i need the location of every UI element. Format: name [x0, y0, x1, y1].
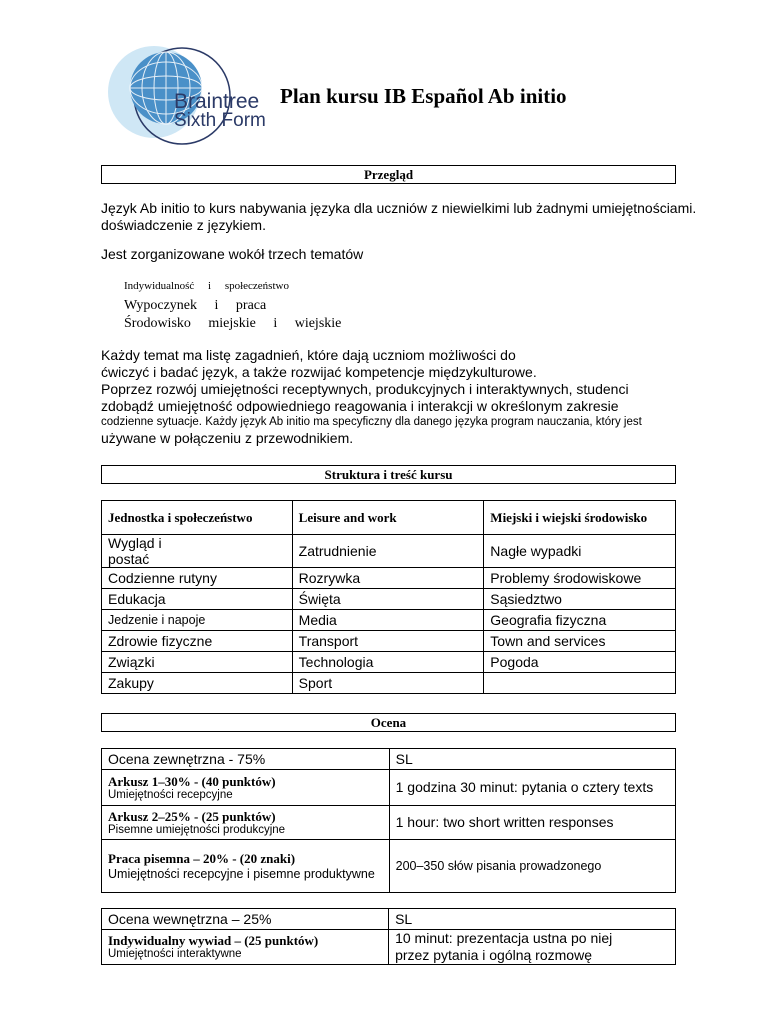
internal-assessment-table: [101, 908, 676, 965]
table-row: [102, 770, 676, 806]
svg-text:Sixth Form: Sixth Form: [174, 110, 266, 131]
table-row: [102, 673, 676, 694]
column-header: Leisure and work: [292, 501, 484, 535]
table-cell: Transport: [292, 631, 484, 652]
table-cell: Wygląd i postać: [102, 535, 293, 568]
table-row: [102, 631, 676, 652]
table-row: [102, 535, 676, 568]
table-row: [102, 652, 676, 673]
column-header: Miejski i wiejski środowisko: [484, 501, 676, 535]
table-cell: Sąsiedztwo: [484, 589, 676, 610]
paper-cell: Indywidualny wywiad – (25 punktów) Umiejętności interaktywne: [102, 930, 389, 965]
theme-item: Wypoczynek i praca: [124, 298, 267, 313]
themes-list: [124, 279, 341, 332]
paper-description: 1 hour: two short written responses: [389, 806, 675, 840]
paper-description: 1 godzina 30 minut: pytania o cztery texts: [389, 770, 675, 806]
paper-cell: Praca pisemna – 20% - (20 znaki) Umiejętności recepcyjne i pisemne produktywne: [102, 840, 390, 893]
paper-description: 200–350 słów pisania prowadzonego: [389, 840, 675, 893]
table-cell: Pogoda: [484, 652, 676, 673]
overview-paragraph-2: Jest zorganizowane wokół trzech tematów: [101, 246, 364, 262]
table-row: [102, 568, 676, 589]
paper-cell: Arkusz 2–25% - (25 punktów) Pisemne umiejętności produkcyjne: [102, 806, 390, 840]
table-cell: Zakupy: [102, 673, 293, 694]
table-cell: Rozrywka: [292, 568, 484, 589]
table-cell: Media: [292, 610, 484, 631]
column-header: Jednostka i społeczeństwo: [102, 501, 293, 535]
assessment-level: SL: [389, 749, 675, 770]
table-header-row: [102, 909, 676, 930]
table-cell: Technologia: [292, 652, 484, 673]
table-cell: Problemy środowiskowe: [484, 568, 676, 589]
assessment-type: Ocena zewnętrzna - 75%: [102, 749, 390, 770]
assessment-level: SL: [389, 909, 676, 930]
table-cell: Codzienne rutyny: [102, 568, 293, 589]
table-cell: Zdrowie fizyczne: [102, 631, 293, 652]
table-row: [102, 806, 676, 840]
overview-paragraph-1: Język Ab initio to kurs nabywania języka dla uczniów z niewielkimi lub żadnymi umiejętnościami. doświadczenie z językiem.: [101, 200, 697, 233]
paper-cell: Arkusz 1–30% - (40 punktów) Umiejętności recepcyjne: [102, 770, 390, 806]
course-structure-table: [101, 500, 676, 694]
table-row: [102, 610, 676, 631]
table-cell: Geografia fizyczna: [484, 610, 676, 631]
theme-item: Indywidualność i społeczeństwo: [124, 280, 289, 292]
external-assessment-table: [101, 748, 676, 893]
table-cell: Sport: [292, 673, 484, 694]
assessment-type: Ocena wewnętrzna – 25%: [102, 909, 389, 930]
table-cell: Edukacja: [102, 589, 293, 610]
table-header-row: [102, 501, 676, 535]
section-header-assessment: Ocena: [101, 713, 676, 732]
table-cell: Nagłe wypadki: [484, 535, 676, 568]
section-header-structure: Struktura i treść kursu: [101, 465, 676, 484]
table-cell: [484, 673, 676, 694]
table-row: [102, 589, 676, 610]
braintree-logo: [104, 40, 266, 152]
table-cell: Zatrudnienie: [292, 535, 484, 568]
svg-text:Braintree: Braintree: [174, 90, 260, 113]
table-row: [102, 840, 676, 893]
paper-description: 10 minut: prezentacja ustna po niej przez pytania i ogólną rozmowę: [389, 930, 676, 965]
table-row: [102, 930, 676, 965]
table-cell: Town and services: [484, 631, 676, 652]
theme-item: Środowisko miejskie i wiejskie: [124, 316, 342, 331]
table-cell: Jedzenie i napoje: [102, 610, 293, 631]
table-cell: Święta: [292, 589, 484, 610]
table-cell: Związki: [102, 652, 293, 673]
overview-paragraph-3: Każdy temat ma listę zagadnień, które dają uczniom możliwości do ćwiczyć i badać język, a także rozwijać kompetencje międzykulturowe. Poprzez rozwój umiejętności receptywnych, produkcyjnych i interaktywnych, studenci zdobądź umiejętność odpowiedniego reagowania i interakcji w określonym zakresie codzienne sytuacje. Każdy język Ab initio ma specyficzny dla danego języka program nauczania, który jest używane w połączeniu z przewodnikiem.: [101, 347, 642, 446]
section-header-overview: Przegląd: [101, 165, 676, 184]
table-header-row: [102, 749, 676, 770]
page-title: Plan kursu IB Español Ab initio: [280, 84, 567, 108]
